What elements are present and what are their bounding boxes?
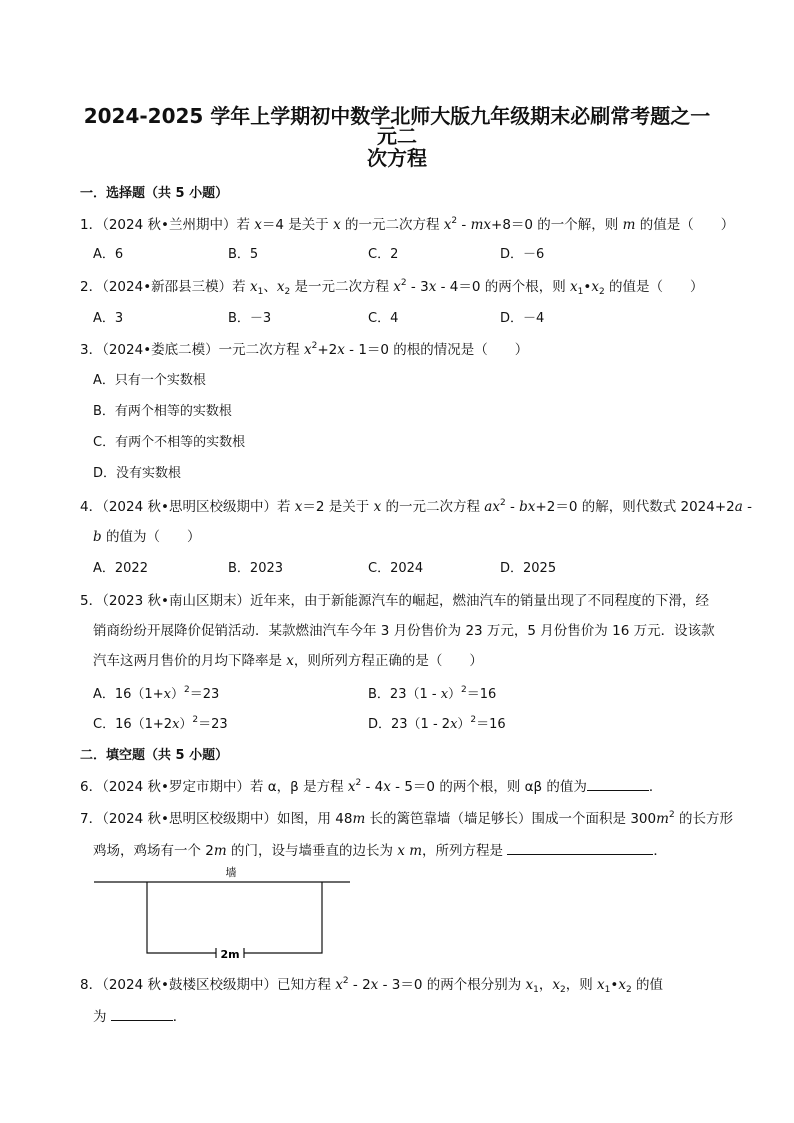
question-5-stem: 5．（2023 秋•南山区期末）近年来，由于新能源汽车的崛起，燃油汽车的销量出现了不同程度的下滑，经 [80,593,709,609]
question-7-stem: 7．（2024 秋•思明区校级期中）如图，用 48m 长的篱笆靠墙（墙足够长）围成一个面积是 $300m^2$ 的长方形 [80,810,733,827]
q1-option-c: C．2 [368,247,399,262]
question-4-stem: 4．（2024 秋•思明区校级期中）若 x＝2 是关于 x 的一元二次方程 $ax^2 - bx+2=0$ 的解，则代数式 2024+2a - [80,498,752,515]
question-source: （2024 秋•兰州期中） [102,217,237,233]
question-6-stem: 6．（2024 秋•罗定市期中）若 α，β 是方程 $x^2 - 4x - 5=0$ 的两个根，则 αβ 的值为 ． [80,778,663,795]
question-source: （2024•新邵县三模） [102,279,233,295]
answer-blank[interactable] [111,1008,173,1021]
fence-right [244,882,322,953]
question-2-stem: 2．（2024•新邵县三模）若 $x_1$、$x_2$ 是一元二次方程 $x^2 - 3x - 4=0$ 的两个根，则 $x_1•x_2$ 的值是（ ） [80,278,704,297]
fence-left [147,882,216,953]
q4-option-b: B．2023 [228,561,284,576]
page-title-line2: 次方程 [367,146,427,170]
chicken-coop-figure [94,862,354,962]
question-source: （2024 秋•罗定市期中） [102,779,250,795]
question-4-stem-cont: b 的值为（ ） [93,529,201,545]
question-source: （2024 秋•鼓楼区校级期中） [102,977,277,993]
door-label: 2m [220,948,240,961]
question-8-stem-cont: 为 ． [93,1009,187,1025]
q3-option-b: B．有两个相等的实数根 [93,404,232,419]
answer-blank[interactable] [587,778,649,791]
page-title-line1: 2024-2025 学年上学期初中数学北师大版九年级期末必刷常考题之一元二 [83,104,711,148]
q3-option-a: A．只有一个实数根 [93,373,206,388]
q1-option-a: A．6 [93,247,124,262]
q3-option-d: D．没有实数根 [93,466,182,481]
question-source: （2024 秋•思明区校级期中） [102,499,277,515]
q2-option-b: B．－3 [228,311,272,326]
q5-option-d: D．23（1 - 2x）$^2$＝16 [368,715,506,732]
q1-option-d: D．－6 [500,247,545,262]
q2-option-c: C．4 [368,311,399,326]
question-source: （2023 秋•南山区期末） [102,593,250,609]
q4-option-d: D．2025 [500,561,557,576]
question-source: （2024 秋•思明区校级期中） [102,811,277,827]
question-source: （2024•娄底二模） [102,342,219,358]
section-heading-fill: 二．填空题（共 5 小题） [80,748,229,763]
q4-option-a: A．2022 [93,561,148,576]
q2-option-d: D．－4 [500,311,545,326]
q2-option-a: A．3 [93,311,124,326]
section-heading-choice: 一．选择题（共 5 小题） [80,186,229,201]
q5-option-b: B．23（1 - x）$^2$＝16 [368,685,497,702]
wall-label: 墙 [225,866,237,879]
question-5-stem-cont2: 汽车这两月售价的月均下降率是 x，则所列方程正确的是（ ） [93,653,483,669]
answer-blank[interactable] [507,842,653,855]
question-8-stem: 8．（2024 秋•鼓楼区校级期中）已知方程 $x^2 - 2x - 3=0$ 的两个根分别为 $x_1$，$x_2$，则 $x_1•x_2$ 的值 [80,976,664,995]
q1-option-b: B．5 [228,247,259,262]
q5-option-a: A．$16(1+x)^2=23$ [93,685,220,702]
q3-option-c: C．有两个不相等的实数根 [93,435,246,450]
q4-option-c: C．2024 [368,561,424,576]
question-5-stem-cont: 销商纷纷开展降价促销活动．某款燃油汽车今年 3 月份售价为 23 万元，5 月份售价为 16 万元．设该款 [93,623,715,639]
question-7-stem-cont: 鸡场，鸡场有一个 2m 的门，设与墙垂直的边长为 x m，所列方程是 ． [93,843,667,859]
question-1-stem: 1．（2024 秋•兰州期中）若 x＝4 是关于 x 的一元二次方程 $x^2 - mx+8=0$ 的一个解，则 m 的值是（ ） [80,216,735,233]
question-3-stem: 3．（2024•娄底二模）一元二次方程 $x^2+2x - 1=0$ 的根的情况是（ ） [80,341,529,358]
q5-option-c: C．$16(1+2x)^2=23$ [93,715,228,732]
